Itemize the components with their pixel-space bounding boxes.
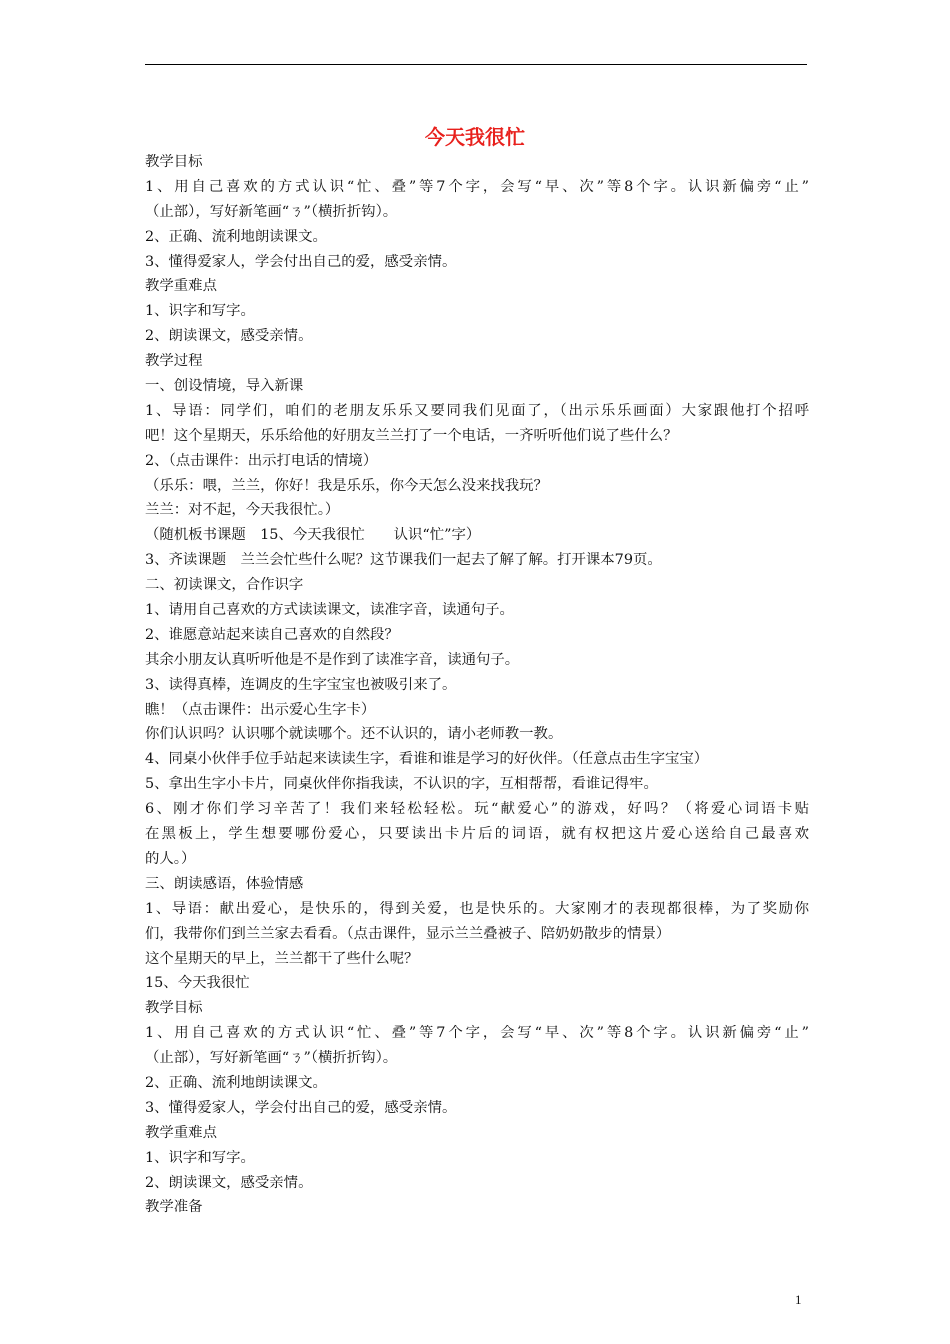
- text-line: 3、懂得爱家人，学会付出自己的爱，感受亲情。: [145, 1099, 457, 1116]
- text-line: 2、（点击课件：出示打电话的情境）: [145, 452, 378, 469]
- text-line: 1、用自己喜欢的方式认识“忙、叠”等7个字，会写“早、次”等8个字。认识新偏旁“止”: [145, 178, 809, 195]
- text-line: 三、朗读感语，体验情感: [145, 875, 304, 892]
- text-line: 3、读得真棒，连调皮的生字宝宝也被吸引来了。: [145, 676, 457, 693]
- text-line: 吧！这个星期天，乐乐给他的好朋友兰兰打了一个电话，一齐听听他们说了些什么？: [145, 427, 678, 444]
- text-line: （随机板书课题 15、今天我很忙 认识“忙”字）: [145, 527, 481, 544]
- text-line: 在黑板上，学生想要哪份爱心，只要读出卡片后的词语，就有权把这片爱心送给自己最喜欢: [145, 826, 809, 843]
- text-line: 瞧！（点击课件：出示爱心生字卡）: [145, 701, 376, 718]
- header-rule: [145, 64, 807, 65]
- text-line: 3、齐读课题 兰兰会忙些什么呢？这节课我们一起去了解了解。打开课本79页。: [145, 552, 662, 569]
- text-line: 教学目标: [145, 1000, 203, 1017]
- text-line: 1、用自己喜欢的方式认识“忙、叠”等7个字，会写“早、次”等8个字。认识新偏旁“止”: [145, 1025, 809, 1042]
- text-line: 2、朗读课文，感受亲情。: [145, 328, 313, 345]
- text-line: 4、同桌小伙伴手位手站起来读读生字，看谁和谁是学习的好伙伴。（任意点击生字宝宝）: [145, 751, 709, 768]
- text-line: 一、创设情境，导入新课: [145, 378, 304, 395]
- text-line: （止部），写好新笔画“ㄋ”（横折折钩）。: [145, 203, 398, 220]
- text-line: 2、正确、流利地朗读课文。: [145, 1074, 327, 1091]
- text-line: 6、刚才你们学习辛苦了！我们来轻松轻松。玩“献爱心”的游戏，好吗？（将爱心词语卡贴: [145, 801, 809, 818]
- text-line: 2、谁愿意站起来读自己喜欢的自然段？: [145, 626, 399, 643]
- document-body: [145, 150, 809, 1220]
- text-line: 的人。）: [145, 850, 196, 867]
- text-line: 教学目标: [145, 154, 203, 170]
- text-line: 1、识字和写字。: [145, 1149, 255, 1166]
- text-line: （乐乐：喂，兰兰，你好！我是乐乐，你今天怎么没来找我玩？: [145, 477, 548, 494]
- text-line: 二、初读课文，合作识字: [145, 577, 304, 594]
- text-line: 兰兰：对不起，今天我很忙。）: [145, 502, 340, 519]
- text-line: 15、今天我很忙: [145, 975, 250, 992]
- text-line: 3、懂得爱家人，学会付出自己的爱，感受亲情。: [145, 253, 457, 270]
- page-number: 1: [795, 1292, 802, 1307]
- text-line: 2、朗读课文，感受亲情。: [145, 1174, 313, 1191]
- text-line: 1、导语：献出爱心，是快乐的，得到关爱，也是快乐的。大家刚才的表现都很棒，为了奖励你: [145, 900, 809, 917]
- text-line: 5、拿出生字小卡片，同桌伙伴你指我读，不认识的字，互相帮帮，看谁记得牢。: [145, 776, 658, 793]
- text-line: 这个星期天的早上，兰兰都干了些什么呢？: [145, 950, 419, 967]
- text-line: 教学重难点: [145, 1124, 217, 1141]
- text-line: 2、正确、流利地朗读课文。: [145, 228, 327, 245]
- text-line: 你们认识吗？认识哪个就读哪个。还不认识的，请小老师教一教。: [145, 726, 563, 743]
- text-line: 教学准备: [145, 1199, 203, 1216]
- document-title: 今天我很忙: [425, 125, 525, 149]
- text-line: （止部），写好新笔画“ㄋ”（横折折钩）。: [145, 1050, 398, 1067]
- text-line: 1、识字和写字。: [145, 303, 255, 320]
- text-line: 教学重难点: [145, 278, 217, 295]
- text-line: 1、请用自己喜欢的方式读读课文，读准字音，读通句子。: [145, 602, 514, 619]
- text-line: 教学过程: [145, 353, 203, 370]
- text-line: 1、导语：同学们，咱们的老朋友乐乐又要同我们见面了，（出示乐乐画面）大家跟他打个招呼: [145, 402, 809, 419]
- text-line: 其余小朋友认真听听他是不是作到了读准字音，读通句子。: [145, 651, 520, 668]
- text-line: 们，我带你们到兰兰家去看看。（点击课件，显示兰兰叠被子、陪奶奶散步的情景）: [145, 925, 671, 942]
